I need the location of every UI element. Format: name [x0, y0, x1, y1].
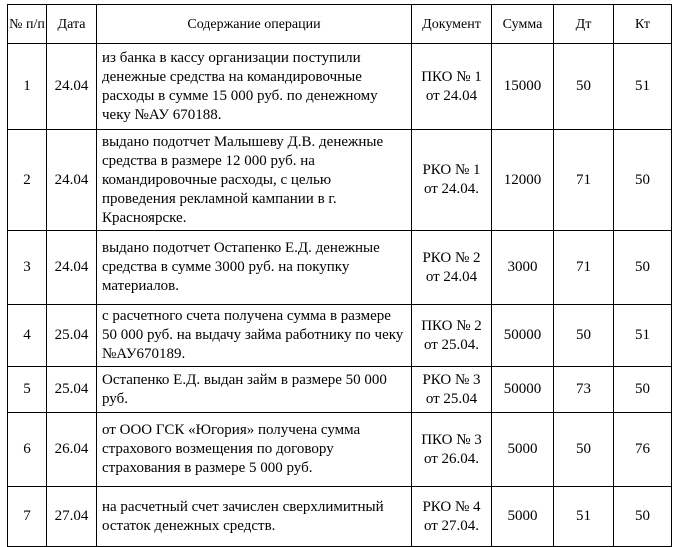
header-operation: Содержание операции [97, 5, 412, 44]
cell-sum: 12000 [492, 130, 554, 231]
document-date: от 24.04. [423, 181, 480, 197]
table-row [8, 367, 672, 413]
cell-date: 25.04 [47, 305, 97, 367]
operations-table [7, 4, 672, 547]
cell-debit: 51 [554, 487, 614, 547]
cell-date: 24.04 [47, 130, 97, 231]
cell-operation: выдано подотчет Малышеву Д.В. денежные средства в размере 12 000 руб. на командировочные расходы, с целью проведения рекламной кампании в г. Красноярске. [97, 130, 412, 231]
cell-num: 7 [8, 487, 47, 547]
document-number: ПКО № 2 [421, 317, 482, 334]
cell-document [412, 413, 492, 487]
cell-debit: 71 [554, 130, 614, 231]
document-number: РКО № 3 [422, 371, 481, 388]
document-date: от 24.04 [425, 87, 478, 104]
cell-credit: 50 [614, 487, 672, 547]
cell-operation: из банка в кассу организации поступили денежные средства на командировочные расходы в сумме 15 000 руб. по денежному чеку №АУ 670188. [97, 44, 412, 130]
cell-credit: 50 [614, 130, 672, 231]
cell-num: 1 [8, 44, 47, 130]
cell-sum: 50000 [492, 367, 554, 413]
document-number: РКО № 2 [422, 249, 481, 266]
cell-document [412, 231, 492, 305]
document-number: РКО № 4 [422, 498, 481, 515]
document-number: РКО № 1 [422, 162, 481, 178]
table-row [8, 413, 672, 487]
header-credit: Кт [614, 5, 672, 44]
header-date: Дата [47, 5, 97, 44]
cell-credit: 50 [614, 231, 672, 305]
cell-credit: 50 [614, 367, 672, 413]
header-sum: Сумма [492, 5, 554, 44]
header-row [8, 5, 672, 44]
cell-sum: 15000 [492, 44, 554, 130]
document-number: ПКО № 3 [421, 431, 482, 448]
cell-sum: 5000 [492, 413, 554, 487]
cell-credit: 76 [614, 413, 672, 487]
document-date: от 24.04 [425, 268, 478, 285]
cell-num: 3 [8, 231, 47, 305]
cell-operation: с расчетного счета получена сумма в размере 50 000 руб. на выдачу займа работнику по чеку №АУ670189. [97, 305, 412, 367]
cell-num: 2 [8, 130, 47, 231]
cell-num: 4 [8, 305, 47, 367]
cell-sum: 5000 [492, 487, 554, 547]
cell-credit: 51 [614, 305, 672, 367]
document-date: от 25.04. [423, 336, 480, 353]
table-row [8, 305, 672, 367]
cell-operation: от ООО ГСК «Югория» получена сумма страхового возмещения по договору страхования в размере 5 000 руб. [97, 413, 412, 487]
header-debit: Дт [554, 5, 614, 44]
cell-credit: 51 [614, 44, 672, 130]
cell-document [412, 487, 492, 547]
cell-num: 6 [8, 413, 47, 487]
cell-debit: 50 [554, 44, 614, 130]
cell-date: 25.04 [47, 367, 97, 413]
cell-document [412, 367, 492, 413]
cell-date: 26.04 [47, 413, 97, 487]
cell-debit: 71 [554, 231, 614, 305]
table-row [8, 130, 672, 231]
cell-date: 24.04 [47, 231, 97, 305]
cell-operation: выдано подотчет Остапенко Е.Д. денежные средства в сумме 3000 руб. на покупку материалов. [97, 231, 412, 305]
cell-operation: на расчетный счет зачислен сверхлимитный остаток денежных средств. [97, 487, 412, 547]
cell-document [412, 305, 492, 367]
cell-num: 5 [8, 367, 47, 413]
cell-debit: 73 [554, 367, 614, 413]
cell-debit: 50 [554, 305, 614, 367]
cell-document [412, 44, 492, 130]
document-date: от 25.04 [425, 390, 478, 407]
cell-date: 24.04 [47, 44, 97, 130]
table-row [8, 231, 672, 305]
table-row [8, 44, 672, 130]
header-num: № п/п [8, 5, 47, 44]
cell-document [412, 130, 492, 231]
cell-sum: 3000 [492, 231, 554, 305]
cell-sum: 50000 [492, 305, 554, 367]
table-row [8, 487, 672, 547]
cell-debit: 50 [554, 413, 614, 487]
header-document: Документ [412, 5, 492, 44]
cell-operation: Остапенко Е.Д. выдан займ в размере 50 000 руб. [97, 367, 412, 413]
document-number: ПКО № 1 [421, 68, 482, 85]
document-date: от 26.04. [423, 450, 480, 467]
cell-date: 27.04 [47, 487, 97, 547]
document-date: от 27.04. [423, 517, 480, 534]
